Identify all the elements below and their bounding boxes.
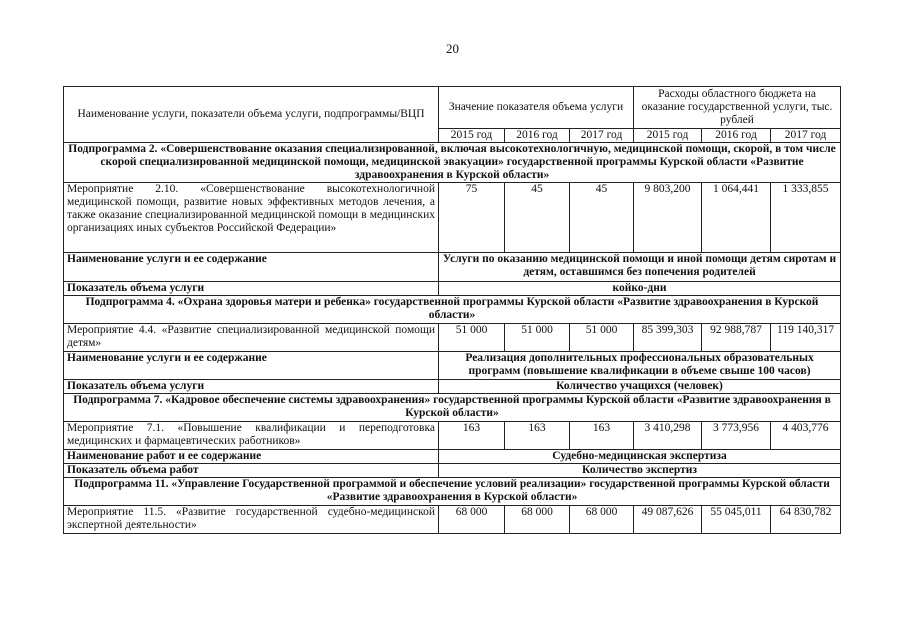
value-cell: 68 000 — [439, 506, 505, 534]
volume-1-value: койко-дни — [439, 282, 841, 296]
subprogram-11-title: Подпрограмма 11. «Управление Государственной программой и обеспечение условий реализации» государственной программы Курской области «Развитие здравоохранения в Курской области» — [64, 478, 841, 506]
service-1-label: Наименование услуги и ее содержание — [64, 253, 439, 282]
year-header: 2017 год — [570, 129, 634, 143]
measure-2-10-name: Мероприятие 2.10. «Совершенствование высокотехнологичной медицинской помощи, развитие новых эффективных методов лечения, а также оказание специализированной медицинской помощи в медицинских организациях иных субъектов Российской Федерации» — [64, 183, 439, 253]
value-cell: 45 — [570, 183, 634, 253]
expense-cell: 49 087,626 — [634, 506, 702, 534]
work-label: Наименование работ и ее содержание — [64, 450, 439, 464]
volume-2-value: Количество учащихся (человек) — [439, 380, 841, 394]
volume-1-label: Показатель объема услуги — [64, 282, 439, 296]
expense-cell: 4 403,776 — [771, 422, 841, 450]
value-cell: 45 — [505, 183, 570, 253]
value-cell: 68 000 — [505, 506, 570, 534]
work-value: Судебно-медицинская экспертиза — [439, 450, 841, 464]
volume-3-value: Количество экспертиз — [439, 464, 841, 478]
value-cell: 51 000 — [505, 324, 570, 352]
services-table — [63, 86, 841, 534]
service-2-value: Реализация дополнительных профессиональных образовательных программ (повышение квалификации в объеме свыше 100 часов) — [439, 352, 841, 380]
measure-11-5-name: Мероприятие 11.5. «Развитие государственной судебно-медицинской экспертной деятельности» — [64, 506, 439, 534]
service-1-value: Услуги по оказанию медицинской помощи и иной помощи детям сиротам и детям, оставшимся без попечения родителей — [439, 253, 841, 282]
value-cell: 75 — [439, 183, 505, 253]
value-cell: 163 — [439, 422, 505, 450]
value-cell: 51 000 — [439, 324, 505, 352]
value-cell: 68 000 — [570, 506, 634, 534]
header-name-cell — [64, 87, 439, 143]
expense-cell: 119 140,317 — [771, 324, 841, 352]
year-header: 2015 год — [634, 129, 702, 143]
expense-cell: 1 064,441 — [702, 183, 771, 253]
expense-cell: 9 803,200 — [634, 183, 702, 253]
value-cell: 163 — [570, 422, 634, 450]
expense-cell: 1 333,855 — [771, 183, 841, 253]
header-expense: Расходы областного бюджета на оказание государственной услуги, тыс. рублей — [641, 88, 833, 126]
measure-4-4-name: Мероприятие 4.4. «Развитие специализированной медицинской помощи детям» — [64, 324, 439, 352]
year-header: 2015 год — [439, 129, 505, 143]
header-value-cell — [439, 87, 634, 129]
measure-7-1-name: Мероприятие 7.1. «Повышение квалификации и переподготовка медицинских и фармацевтических работников» — [64, 422, 439, 450]
value-cell: 51 000 — [570, 324, 634, 352]
volume-3-label: Показатель объема работ — [64, 464, 439, 478]
value-cell: 163 — [505, 422, 570, 450]
expense-cell: 85 399,303 — [634, 324, 702, 352]
expense-cell: 64 830,782 — [771, 506, 841, 534]
year-header: 2016 год — [702, 129, 771, 143]
volume-2-label: Показатель объема услуги — [64, 380, 439, 394]
expense-cell: 92 988,787 — [702, 324, 771, 352]
subprogram-4-title: Подпрограмма 4. «Охрана здоровья матери и ребенка» государственной программы Курской области «Развитие здравоохранения в Курской области» — [64, 296, 841, 324]
header-value: Значение показателя объема услуги — [448, 101, 624, 113]
subprogram-2-title: Подпрограмма 2. «Совершенствование оказания специализированной, включая высокотехнологичную, медицинской помощи, скорой, в том числе скорой специализированной медицинской помощи, медицинской эвакуации» государственной программы Курской области «Развитие здравоохранения в Курской области» — [64, 143, 841, 183]
subprogram-7-title: Подпрограмма 7. «Кадровое обеспечение системы здравоохранения» государственной программы Курской области «Развитие здравоохранения в Курской области» — [64, 394, 841, 422]
expense-cell: 3 773,956 — [702, 422, 771, 450]
header-expense-cell — [634, 87, 841, 129]
header-name: Наименование услуги, показатели объема услуги, подпрограммы/ВЦП — [77, 108, 425, 120]
page-number: 20 — [446, 41, 459, 56]
expense-cell: 55 045,011 — [702, 506, 771, 534]
year-header: 2016 год — [505, 129, 570, 143]
service-2-label: Наименование услуги и ее содержание — [64, 352, 439, 380]
expense-cell: 3 410,298 — [634, 422, 702, 450]
year-header: 2017 год — [771, 129, 841, 143]
